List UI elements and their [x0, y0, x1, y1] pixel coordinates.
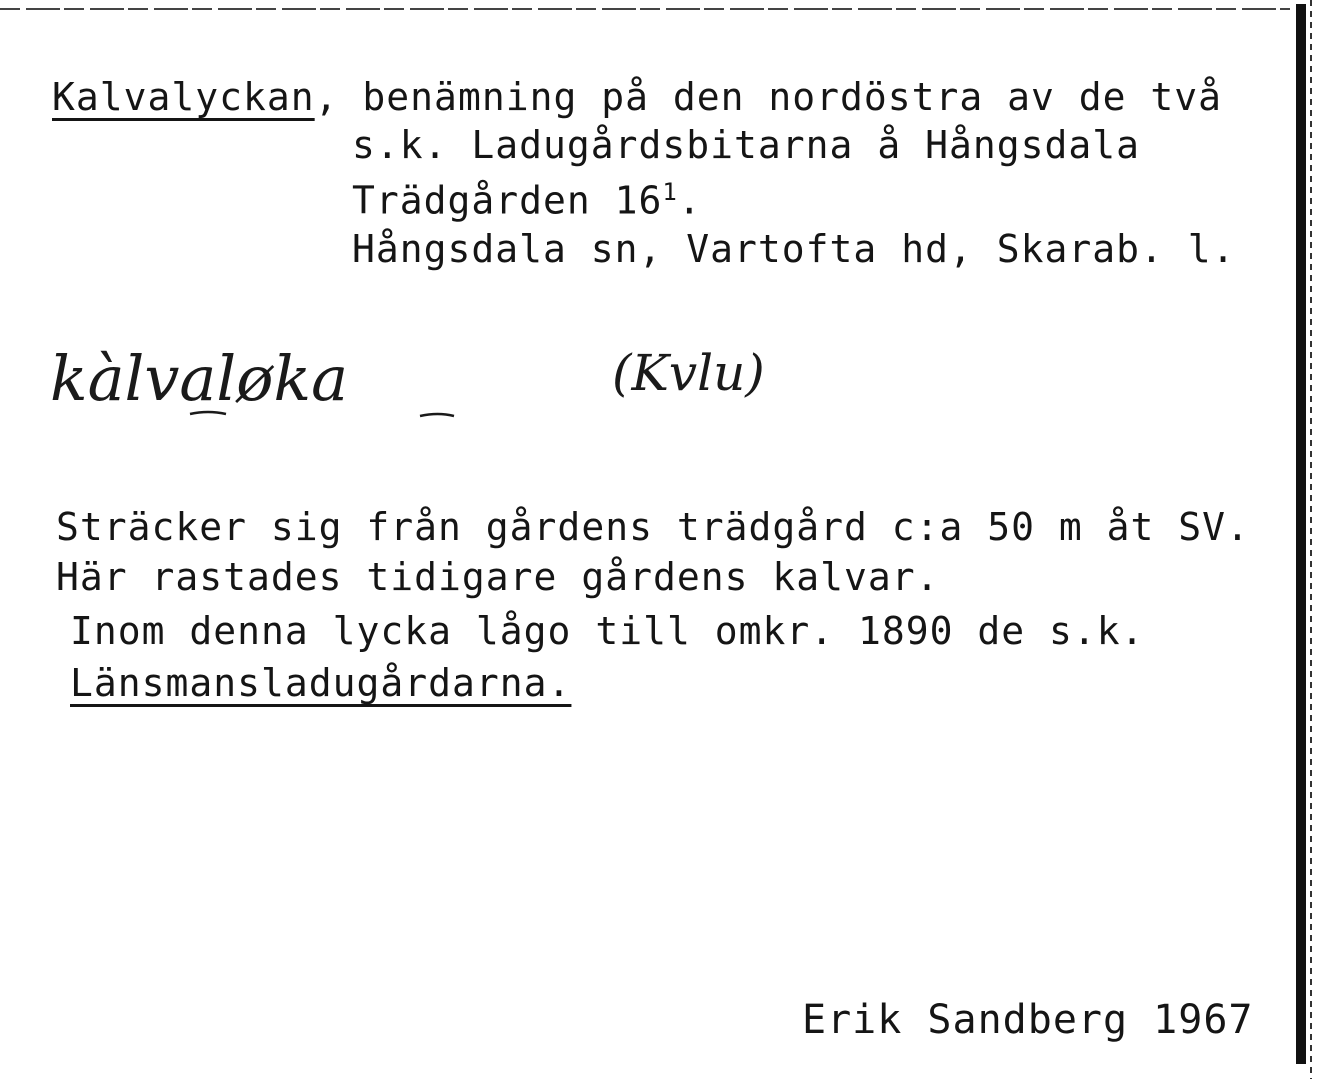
location-line: Hångsdala sn, Vartofta hd, Skarab. l.: [352, 227, 1236, 271]
card-right-edge: [1296, 4, 1306, 1064]
entry-definition: , benämning på den nordöstra av de två: [314, 75, 1223, 119]
body-line-1: Sträcker sig från gårdens trädgård c:a 50 m åt SV.: [56, 505, 1250, 549]
reference-period: .: [677, 178, 702, 223]
entry-line-3: [352, 178, 702, 223]
farm-name: Länsmansladugårdarna.: [70, 661, 572, 705]
headword: Kalvalyckan: [52, 75, 315, 119]
body-line-4: [70, 661, 572, 705]
informant-code: (Kvlu): [612, 344, 765, 402]
phonetic-underline-mark-2: [420, 414, 454, 416]
entry-line-1: [52, 75, 1223, 119]
entry-line-2: s.k. Ladugårdsbitarna å Hångsdala: [352, 123, 1140, 167]
reference: Trädgården 16: [352, 178, 663, 223]
card-top-edge: [0, 8, 1290, 10]
author-signature: Erik Sandberg 1967: [802, 997, 1254, 1043]
body-line-3: Inom denna lycka lågo till omkr. 1890 de s.k.: [70, 609, 1145, 653]
handwritten-pronunciation: [40, 318, 840, 438]
phonetic-spelling: kàlvaløka: [50, 342, 349, 415]
body-line-2: Här rastades tidigare gårdens kalvar.: [56, 555, 940, 599]
card-right-border: [1310, 0, 1312, 1079]
reference-superscript: 1: [662, 178, 678, 206]
